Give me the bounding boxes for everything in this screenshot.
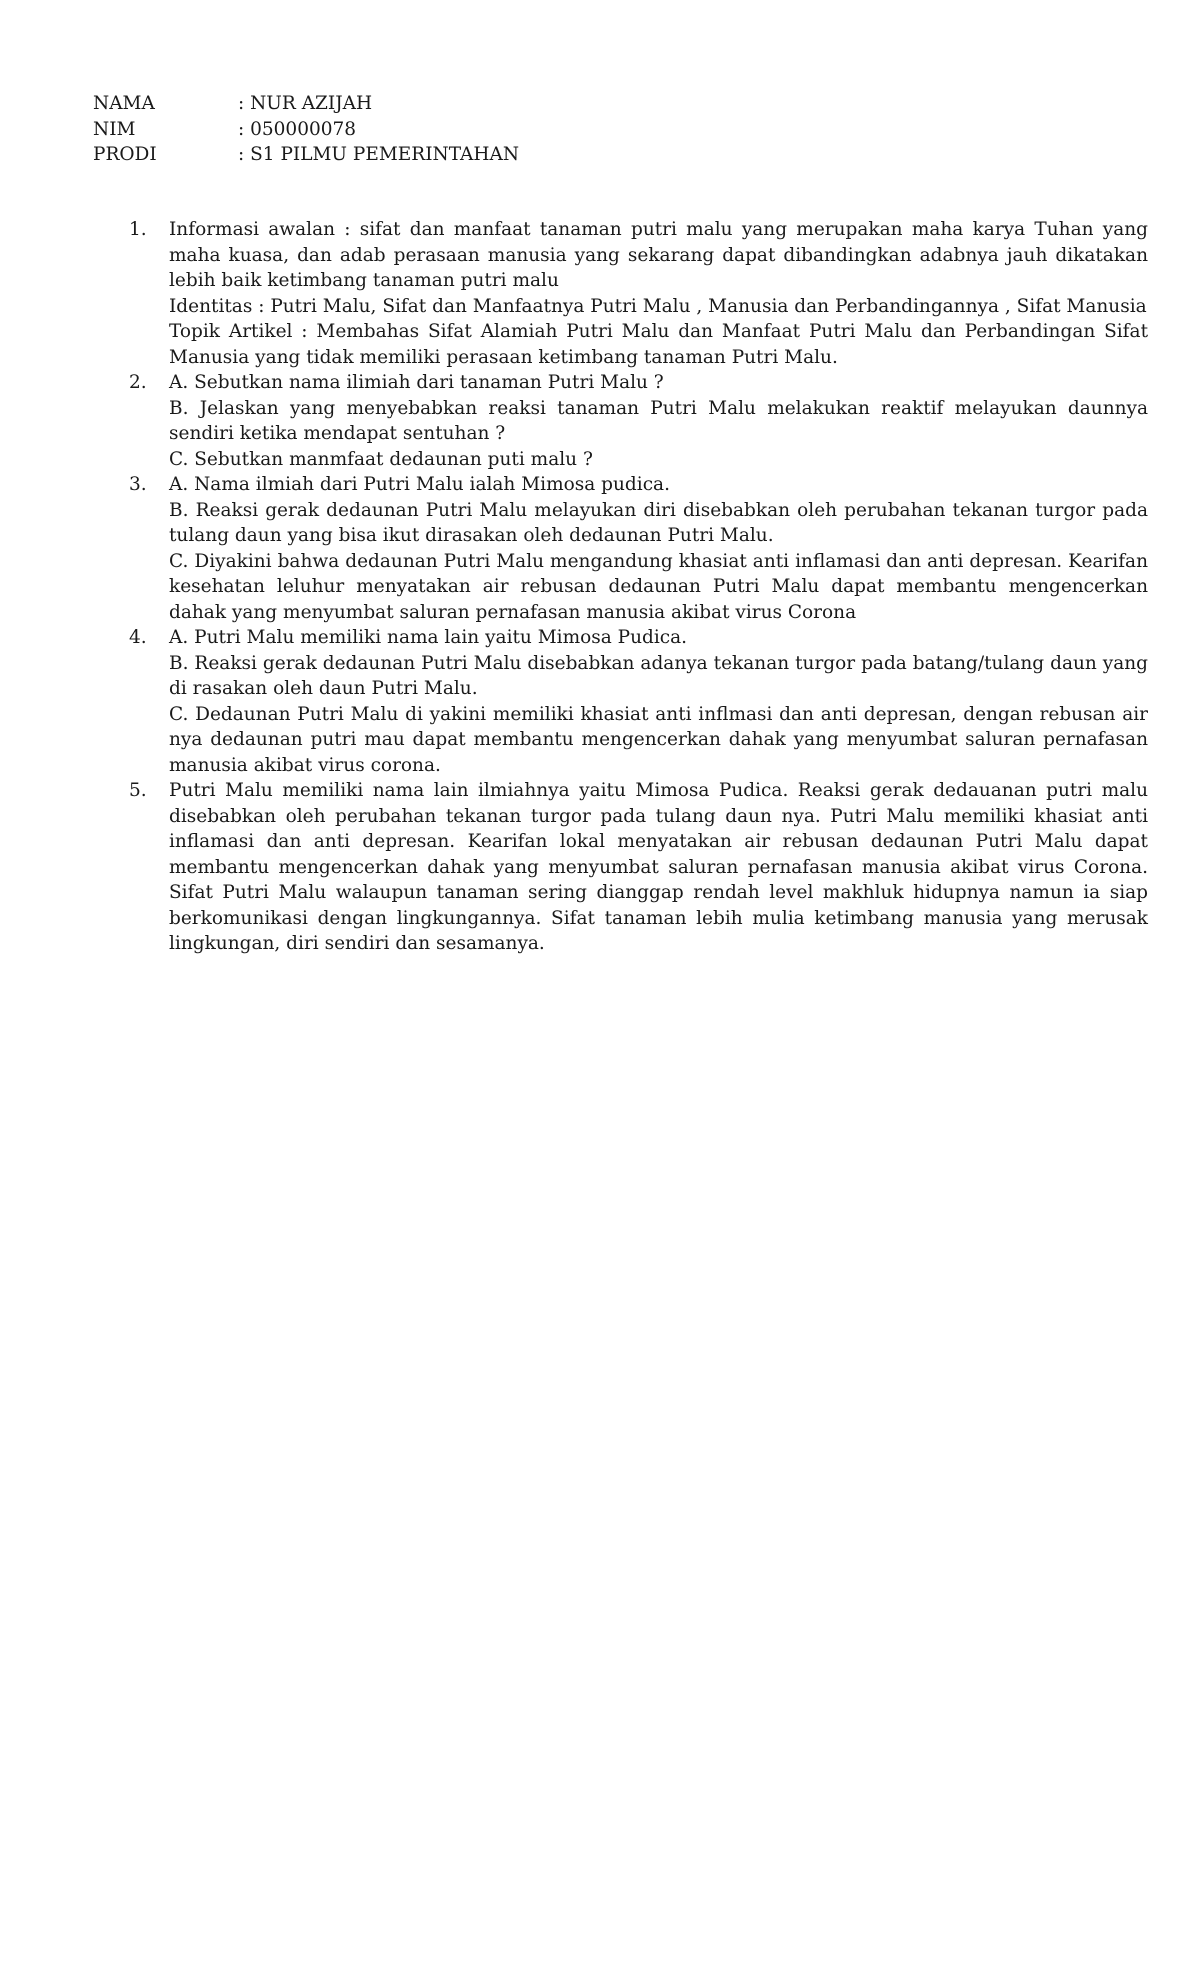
header-label: NIM — [93, 118, 136, 140]
paragraph: B. Jelaskan yang menyebabkan reaksi tanaman Putri Malu melakukan reaktif melayukan daunnya sendiri ketika mendapat sentuhan ? — [169, 397, 1148, 444]
list-item-body — [169, 217, 1148, 370]
list-item-1 — [93, 217, 1148, 370]
paragraph: C. Sebutkan manmfaat dedaunan puti malu ? — [169, 448, 593, 470]
list-number: 4. — [129, 627, 147, 648]
header-row-nim — [93, 117, 793, 143]
list-number: 2. — [129, 372, 147, 393]
paragraph: Identitas : Putri Malu, Sifat dan Manfaatnya Putri Malu , Manusia dan Perbandingannya , Sifat Manusia — [169, 295, 1147, 317]
paragraph: C. Dedaunan Putri Malu di yakini memiliki khasiat anti inflmasi dan anti depresan, dengan rebusan air nya dedaunan putri mau dapat membantu mengencerkan dahak yang menyumbat saluran pernafasan manusia akibat virus corona. — [169, 703, 1148, 776]
list-item-5 — [93, 778, 1148, 957]
student-identity-header — [93, 91, 793, 168]
list-number: 1. — [129, 219, 147, 240]
paragraph: C. Diyakini bahwa dedaunan Putri Malu mengandung khasiat anti inflamasi dan anti depresan. Kearifan kesehatan leluhur menyatakan air rebusan dedaunan Putri Malu dapat membantu mengencerkan dahak yang menyumbat saluran pernafasan manusia akibat virus Corona — [169, 550, 1148, 623]
header-value: : S1 PILMU PEMERINTAHAN — [238, 144, 520, 165]
list-number: 5. — [129, 780, 147, 801]
paragraph: Topik Artikel : Membahas Sifat Alamiah Putri Malu dan Manfaat Putri Malu dan Perbandingan Sifat Manusia yang tidak memiliki perasaan ketimbang tanaman Putri Malu. — [169, 321, 1148, 368]
list-item-body — [169, 472, 1148, 625]
paragraph: A. Nama ilmiah dari Putri Malu ialah Mimosa pudica. — [169, 474, 670, 495]
numbered-answer-list — [93, 217, 1148, 957]
header-value: : NUR AZIJAH — [238, 93, 373, 114]
list-item-body — [169, 625, 1148, 778]
paragraph: A. Sebutkan nama ilimiah dari tanaman Putri Malu ? — [169, 372, 664, 393]
header-value: : 050000078 — [238, 118, 357, 140]
header-label: PRODI — [93, 144, 157, 165]
list-item-2 — [93, 370, 1148, 472]
list-item-body — [169, 370, 1148, 472]
paragraph: A. Putri Malu memiliki nama lain yaitu Mimosa Pudica. — [169, 627, 688, 648]
list-item-4 — [93, 625, 1148, 778]
paragraph: Informasi awalan : sifat dan manfaat tanaman putri malu yang merupakan maha karya Tuhan yang maha kuasa, dan adab perasaan manusia yang sekarang dapat dibandingkan adabnya jauh dikatakan lebih baik ketimbang tanaman putri malu — [169, 219, 1148, 291]
list-number: 3. — [129, 474, 147, 495]
paragraph: B. Reaksi gerak dedaunan Putri Malu disebabkan adanya tekanan turgor pada batang/tulang daun yang di rasakan oleh daun Putri Malu. — [169, 652, 1148, 699]
paragraph: B. Reaksi gerak dedaunan Putri Malu melayukan diri disebabkan oleh perubahan tekanan turgor pada tulang daun yang bisa ikut dirasakan oleh dedaunan Putri Malu. — [169, 499, 1148, 546]
header-label: NAMA — [93, 93, 155, 114]
paragraph: Putri Malu memiliki nama lain ilmiahnya yaitu Mimosa Pudica. Reaksi gerak dedauanan putri malu disebabkan oleh perubahan tekanan turgor pada tulang daun nya. Putri Malu memiliki khasiat anti inflamasi dan anti depresan. Kearifan lokal menyatakan air rebusan dedaunan Putri Malu dapat membantu mengencerkan dahak yang menyumbat saluran pernafasan manusia akibat virus Corona. Sifat Putri Malu walaupun tanaman sering dianggap rendah level makhluk hidupnya namun ia siap berkomunikasi dengan lingkungannya. Sifat tanaman lebih mulia ketimbang manusia yang merusak lingkungan, diri sendiri dan sesamanya. — [169, 780, 1148, 954]
header-row-prodi — [93, 142, 793, 168]
list-item-3 — [93, 472, 1148, 625]
header-row-nama — [93, 91, 793, 117]
list-item-body — [169, 778, 1148, 957]
